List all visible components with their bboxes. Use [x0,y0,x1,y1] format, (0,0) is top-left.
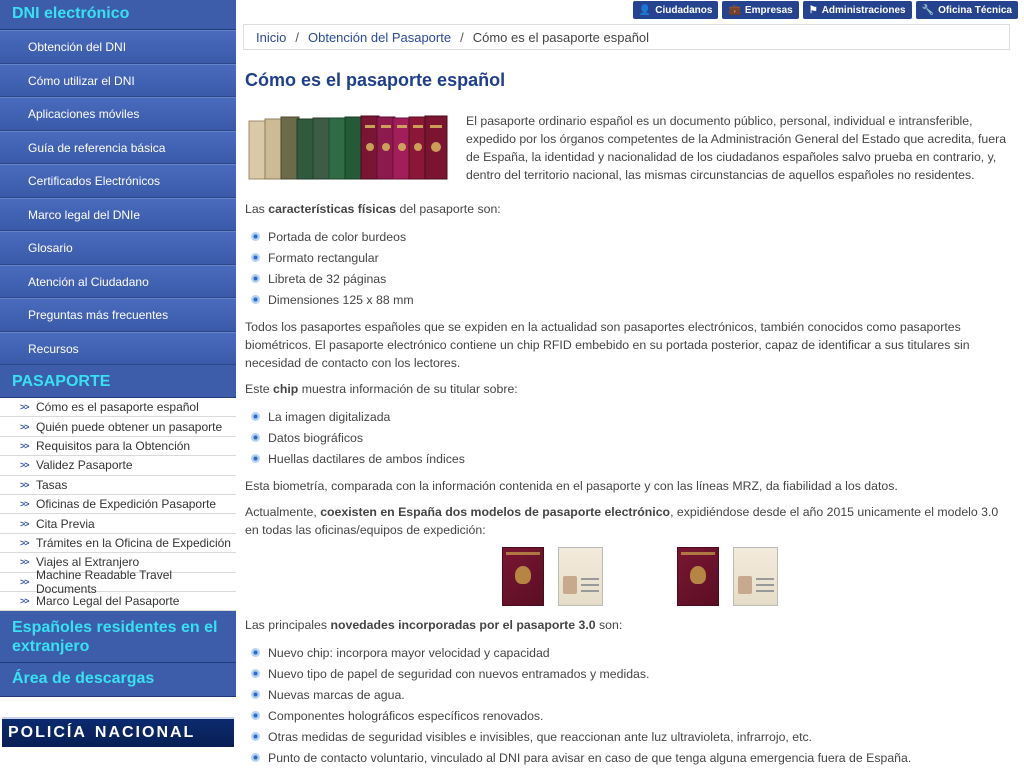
sidebar-dni-item[interactable]: Aplicaciones móviles [0,97,236,131]
passport-models-images [245,547,1013,606]
page-title: Cómo es el pasaporte español [245,70,506,90]
sidebar-pasaporte-item[interactable] [0,398,236,417]
sidebar-residentes-heading[interactable]: Españoles residentes en el extranjero [0,611,236,663]
sidebar-pasaporte-item-label: Validez Pasaporte [36,458,133,473]
passport-cover-image [677,547,719,606]
main-content [245,70,1013,776]
double-chevron-icon: >> [20,499,29,510]
list-item-text: Nuevas marcas de agua. [268,687,405,702]
sidebar-pasaporte-item-label: Marco Legal del Pasaporte [36,594,180,609]
passport-datapage-image [733,547,778,606]
bullet-icon [251,412,260,421]
list-item-text: Datos biográficos [268,430,364,445]
passport-datapage-image [558,547,603,606]
list-item-text: Nuevo chip: incorpora mayor velocidad y capacidad [268,645,550,660]
sidebar-pasaporte-item[interactable] [0,437,236,456]
list-item-text: Portada de color burdeos [268,229,407,244]
breadcrumb-parent-link[interactable]: Obtención del Pasaporte [307,29,452,45]
bullet-icon [251,711,260,720]
list-item [245,226,1013,247]
bullet-icon [251,274,260,283]
double-chevron-icon: >> [20,576,29,587]
dni-menu [0,30,236,365]
sidebar-pasaporte-item-label: Cómo es el pasaporte español [36,400,199,415]
list-item [245,705,1013,726]
list-item [245,747,1013,768]
novedades-pre: Las principales [245,618,331,632]
intro-section [245,113,1013,192]
double-chevron-icon: >> [20,479,29,490]
double-chevron-icon: >> [20,537,29,548]
top-nav-button[interactable] [722,1,798,19]
chip-intro [245,380,1013,398]
bullet-icon [251,753,260,762]
policia-nacional-logo[interactable] [2,717,234,747]
bullet-icon [251,690,260,699]
sidebar-pasaporte-item[interactable] [0,514,236,533]
modelos-pre: Actualmente, [245,505,321,519]
top-nav-button[interactable] [916,1,1018,19]
list-item [245,448,1013,469]
list-item-text: Formato rectangular [268,250,379,265]
list-item [245,642,1013,663]
fisicas-intro [245,200,1013,218]
modelos-post: , expidiéndose desde el año 2015 unicamente el modelo 3.0 en todas las oficinas/equipos de expedición: [245,505,999,537]
top-nav-button-label: Administraciones [821,4,906,16]
chip-bold: chip [273,382,299,396]
wrench-icon: 🔧 [921,4,935,16]
sidebar-pasaporte-item-label: Quién puede obtener un pasaporte [36,419,223,434]
bullet-icon [251,433,260,442]
sidebar-pasaporte-item[interactable] [0,567,236,596]
list-item [245,427,1013,448]
top-nav-button[interactable] [633,1,719,19]
novedades-intro [245,616,1013,634]
sidebar-dni-item[interactable]: Guía de referencia básica [0,131,236,165]
sidebar-pasaporte-item-label: Requisitos para la Obtención [36,438,191,453]
list-item [245,268,1013,289]
sidebar-pasaporte-heading[interactable]: PASAPORTE [0,365,236,398]
sidebar [0,0,236,753]
novedades-list [245,642,1013,768]
breadcrumb-home-link[interactable]: Inicio [256,29,287,45]
breadcrumb-current: Cómo es el pasaporte español [472,29,650,45]
fisicas-pre: Las [245,202,269,216]
sidebar-dni-item[interactable]: Recursos [0,332,236,366]
list-item [245,684,1013,705]
fisicas-bold: características físicas [268,202,397,216]
breadcrumb-separator: / [295,29,299,45]
sidebar-dni-heading[interactable]: DNI electrónico [0,0,236,30]
sidebar-pasaporte-item[interactable] [0,534,236,553]
user-icon: 👤 [638,4,652,16]
list-item [245,247,1013,268]
chip-post: muestra información de su titular sobre: [298,382,518,396]
passport-cover-image [502,547,544,606]
double-chevron-icon: >> [20,460,29,471]
sidebar-dni-item[interactable]: Obtención del DNI [0,30,236,64]
sidebar-pasaporte-item[interactable] [0,495,236,514]
top-nav-button[interactable] [803,1,912,19]
sidebar-pasaporte-item-label: Oficinas de Expedición Pasaporte [36,497,217,512]
list-item [245,726,1013,747]
biometria-text: Esta biometría, comparada con la información contenida en el pasaporte y con las líneas MRZ, da fiabilidad a los datos. [245,479,898,493]
modelos-text [245,503,1013,539]
modelos-bold: coexisten en España dos modelos de pasaporte electrónico [320,505,671,519]
passport-history-image [245,113,457,183]
flag-icon: ⚑ [808,4,818,16]
fisicas-list [245,226,1013,310]
list-item [245,663,1013,684]
pasaporte-menu [0,398,236,611]
fisicas-post: del pasaporte son: [396,202,501,216]
sidebar-dni-item[interactable]: Preguntas más frecuentes [0,298,236,332]
list-item-text: Punto de contacto voluntario, vinculado al DNI para avisar en caso de que tenga alguna emergencia fuera de España. [268,750,912,765]
breadcrumb [243,24,1010,50]
list-item-text: La imagen digitalizada [268,409,391,424]
double-chevron-icon: >> [20,518,29,529]
double-chevron-icon: >> [20,557,29,568]
logo-text-left: POLICÍA [8,724,87,741]
bullet-icon [251,669,260,678]
sidebar-dni-item[interactable]: Glosario [0,231,236,265]
sidebar-pasaporte-item-label: Cita Previa [36,516,95,531]
bullet-icon [251,295,260,304]
sidebar-pasaporte-item-label: Trámites en la Oficina de Expedición [36,535,231,550]
intro-text: El pasaporte ordinario español es un documento público, personal, individual e intransferible, expedido por los órganos competentes de la Administración General del Estado que acredita, fuera de España, la identidad y nacionalidad de los ciudadanos españoles salvo prueba en contrario, y, dentro del territorio nacional, las mismas circunstancias de aquellos españoles no residentes. [466,114,1007,182]
bullet-icon [251,253,260,262]
top-nav-button-label: Ciudadanos [655,4,713,16]
sidebar-descargas-heading[interactable]: Área de descargas [0,663,236,697]
top-nav-button-label: Empresas [744,4,793,16]
chip-pre: Este [245,382,274,396]
novedades-bold: novedades incorporadas por el pasaporte 3.0 [330,618,596,632]
logo-text-right: NACIONAL [94,724,196,741]
sidebar-dni-item[interactable]: Marco legal del DNIe [0,198,236,232]
sidebar-pasaporte-item-label: Tasas [36,477,68,492]
list-item-text: Componentes holográficos específicos renovados. [268,708,544,723]
passport-model-30 [677,547,778,606]
sidebar-dni-item[interactable]: Cómo utilizar el DNI [0,64,236,98]
bullet-icon [251,648,260,657]
list-item-text: Otras medidas de seguridad visibles e invisibles, que reaccionan ante luz ultravioleta, infrarrojo, etc. [268,729,813,744]
passport-model-old [502,547,603,606]
bullet-icon [251,232,260,241]
electronicos-text: Todos los pasaportes españoles que se expiden en la actualidad son pasaportes electrónicos, también conocidos como pasaportes biométricos. El pasaporte electrónico contiene un chip RFID embebido en su portada posterior, capaz de identificar a sus titulares sin necesidad de contacto con los lectores. [245,320,970,370]
sidebar-dni-item[interactable]: Certificados Electrónicos [0,164,236,198]
list-item-text: Huellas dactilares de ambos índices [268,451,465,466]
sidebar-pasaporte-item[interactable] [0,417,236,436]
bullet-icon [251,732,260,741]
sidebar-pasaporte-item[interactable] [0,476,236,495]
sidebar-pasaporte-item-label: Viajes al Extranjero [36,555,140,570]
double-chevron-icon: >> [20,596,29,607]
breadcrumb-separator: / [460,29,464,45]
bullet-icon [251,454,260,463]
list-item-text: Nuevo tipo de papel de seguridad con nuevos entramados y medidas. [268,666,650,681]
chip-list [245,406,1013,469]
double-chevron-icon: >> [20,402,29,413]
sidebar-pasaporte-item[interactable] [0,456,236,475]
list-item [245,406,1013,427]
list-item-text: Dimensiones 125 x 88 mm [268,292,414,307]
novedades-post: son: [595,618,623,632]
list-item [245,289,1013,310]
briefcase-icon: 💼 [728,4,741,16]
top-nav-button-label: Oficina Técnica [938,4,1012,16]
double-chevron-icon: >> [20,440,29,451]
list-item-text: Libreta de 32 páginas [268,271,387,286]
sidebar-pasaporte-item-label: Machine Readable Travel Documents [35,567,173,596]
double-chevron-icon: >> [20,421,29,432]
top-nav [633,1,1018,19]
sidebar-dni-item[interactable]: Atención al Ciudadano [0,265,236,299]
